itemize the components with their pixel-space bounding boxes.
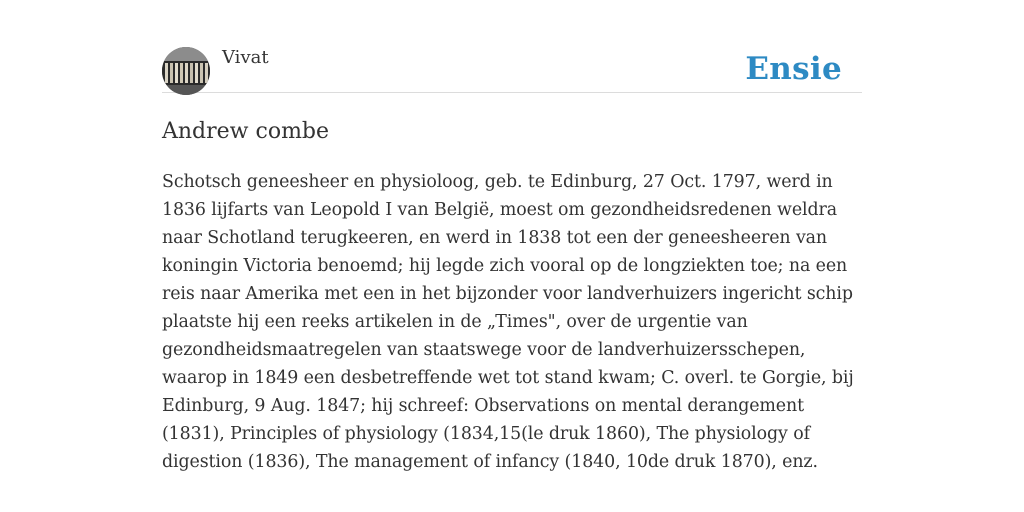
entry-text: Schotsch geneesheer en physioloog, geb. te Edinburg, 27 Oct. 1797, werd in 1836 lijfarts van Leopold I van België, moest om gezondheidsredenen weldra naar Schotland terugkeeren, en werd in 1838 tot een der geneesheeren van koningin Victoria benoemd; hij legde zich vooral op de longziekten toe; na een reis naar Amerika met een in het bijzonder voor landverhuizers ingericht schip plaatste hij een reeks artikelen in de „Times", over de urgentie van gezondheidsmaatregelen van staatswege voor de landverhuizersschepen, waarop in 1849 een desbetreffende wet tot stand kwam; C. overl. te Gorgie, bij Edinburg, 9 Aug. 1847; hij schreef: Observations on mental derangement (1831), Principles of physiology (1834,15(le druk 1860), The physiology of digestion (1836), The management of infancy (1840, 10de druk 1870), enz. [162, 172, 854, 472]
source-avatar[interactable] [162, 47, 210, 95]
book-spines-icon [162, 47, 210, 95]
entry-header [162, 44, 862, 93]
entry-title: Andrew combe [162, 119, 330, 144]
entry-card [162, 44, 862, 476]
source-name[interactable]: Vivat [222, 47, 269, 68]
brand-logo[interactable]: Ensie [745, 51, 842, 87]
